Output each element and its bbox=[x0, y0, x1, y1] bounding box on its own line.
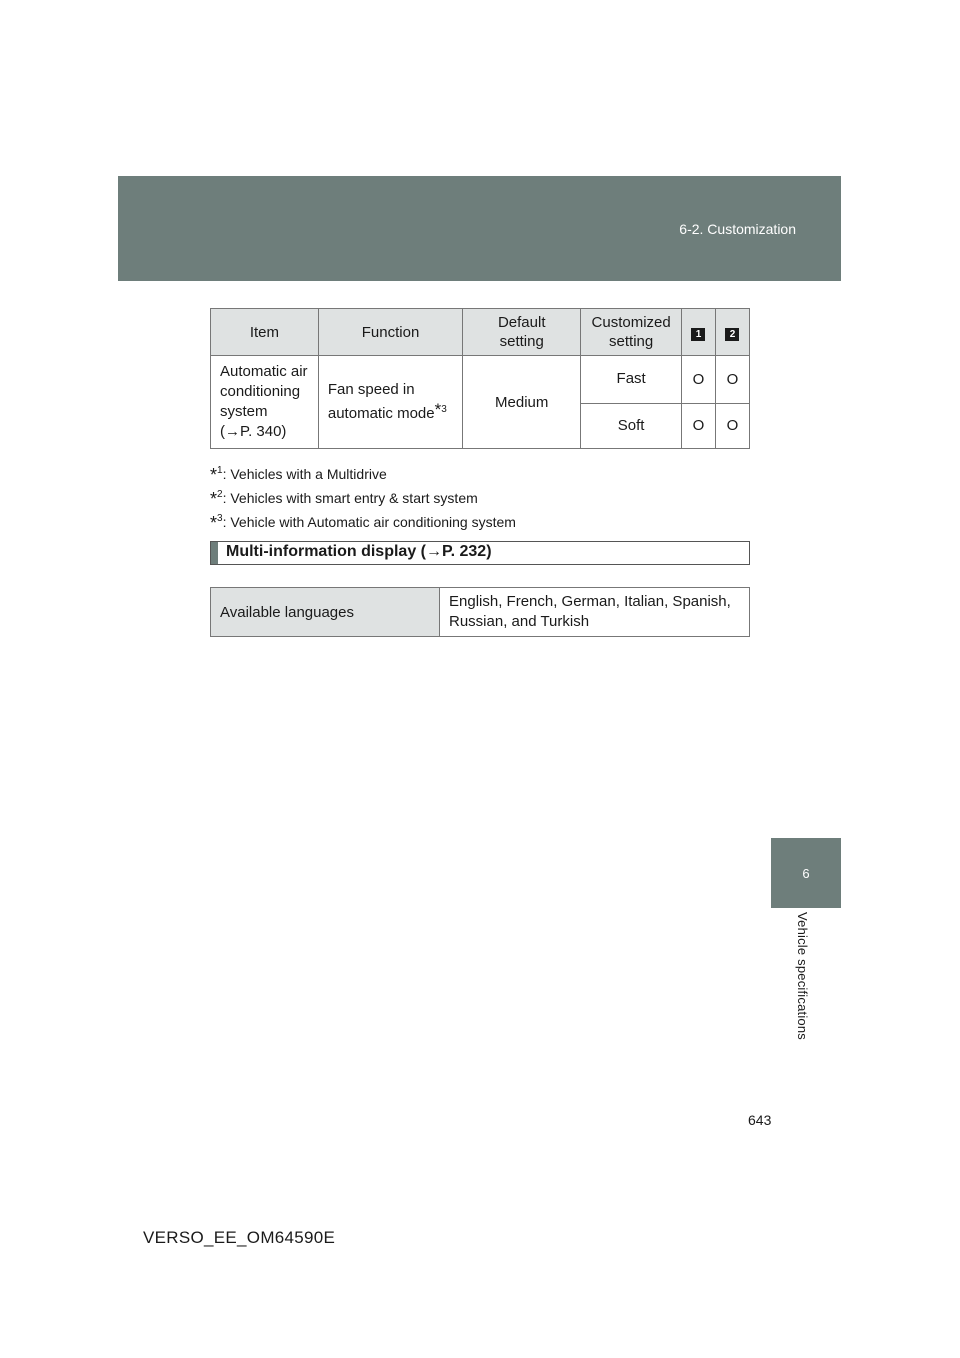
chapter-label: Vehicle specifications bbox=[795, 912, 810, 1040]
setting-soft-col1: O bbox=[681, 403, 715, 449]
function-note-number: 3 bbox=[441, 404, 447, 415]
setting-soft: Soft bbox=[581, 403, 682, 449]
header-col2 bbox=[715, 309, 749, 356]
footnote-3 bbox=[210, 509, 516, 533]
function-cell bbox=[318, 356, 462, 449]
section-heading-text: Multi-information display (→P. 232) bbox=[226, 543, 492, 560]
table-header-row bbox=[211, 309, 750, 356]
footnote-star: * bbox=[210, 465, 218, 485]
footnote-text: : Vehicles with a Multidrive bbox=[222, 466, 387, 482]
footnote-2 bbox=[210, 485, 516, 509]
default-cell: Medium bbox=[463, 356, 581, 449]
customization-table bbox=[210, 308, 750, 449]
footnote-star: * bbox=[210, 513, 218, 533]
languages-table bbox=[210, 587, 750, 637]
languages-label: Available languages bbox=[211, 588, 440, 637]
chapter-number: 6 bbox=[802, 865, 810, 881]
header-band bbox=[118, 176, 841, 281]
section-title: 6-2. Customization bbox=[679, 221, 796, 237]
footnote-text: : Vehicles with smart entry & start system bbox=[222, 490, 478, 506]
setting-fast-col1: O bbox=[681, 356, 715, 404]
function-note-star: * bbox=[434, 400, 442, 419]
footnote-1 bbox=[210, 461, 516, 485]
chapter-tab bbox=[771, 838, 841, 908]
table-row bbox=[211, 356, 750, 404]
header-item: Item bbox=[211, 309, 319, 356]
setting-fast-col2: O bbox=[715, 356, 749, 404]
footnotes bbox=[210, 461, 516, 533]
header-col1 bbox=[681, 309, 715, 356]
item-name: Automatic air conditioning system bbox=[220, 363, 308, 420]
header-function: Function bbox=[318, 309, 462, 356]
footnote-number: 3 bbox=[217, 513, 223, 524]
footnote-number: 2 bbox=[217, 489, 223, 500]
item-reference: (→P. 340) bbox=[220, 423, 287, 440]
footnote-star: * bbox=[210, 489, 218, 509]
setting-soft-col2: O bbox=[715, 403, 749, 449]
section-heading bbox=[210, 541, 750, 565]
badge-2-icon: 2 bbox=[725, 328, 739, 341]
footnote-number: 1 bbox=[217, 465, 223, 476]
header-customized: Customized setting bbox=[581, 309, 682, 356]
item-cell bbox=[211, 356, 319, 449]
page-number: 643 bbox=[748, 1112, 772, 1128]
badge-1-icon: 1 bbox=[691, 328, 705, 341]
function-text: Fan speed in automatic mode bbox=[327, 381, 435, 422]
document-code: VERSO_EE_OM64590E bbox=[143, 1228, 336, 1247]
setting-fast: Fast bbox=[581, 356, 682, 404]
table-row bbox=[211, 588, 750, 637]
languages-value: English, French, German, Italian, Spanish, Russian, and Turkish bbox=[440, 588, 750, 637]
heading-accent-bar bbox=[211, 542, 218, 564]
header-default: Default setting bbox=[463, 309, 581, 356]
footnote-text: : Vehicle with Automatic air conditioning system bbox=[222, 514, 516, 530]
